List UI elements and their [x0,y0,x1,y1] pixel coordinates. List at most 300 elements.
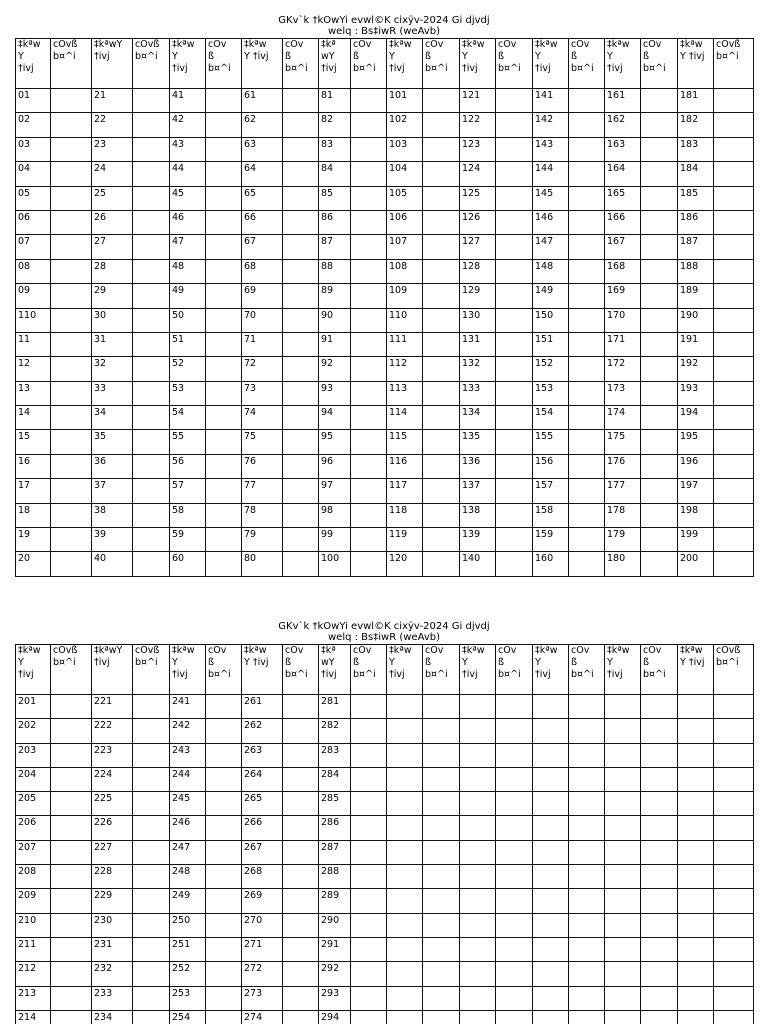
marks-cell [351,430,387,454]
marks-cell [714,695,754,719]
roll-number-cell: 08 [16,260,51,284]
table-row [16,260,754,284]
marks-cell [51,406,92,430]
table-row [16,284,754,308]
marks-cell [351,865,387,889]
roll-number-cell [387,841,423,865]
roll-number-cell: 222 [92,719,133,743]
roll-number-cell: 113 [387,382,423,406]
table-row [16,479,754,503]
roll-number-cell: 84 [319,162,351,186]
roll-number-cell: 94 [319,406,351,430]
roll-number-cell: 252 [170,962,206,986]
marks-cell [133,406,170,430]
marks-cell [423,914,460,938]
roll-number-cell: 123 [460,138,496,162]
roll-number-cell: 158 [533,504,569,528]
roll-number-cell [460,695,496,719]
roll-number-cell: 75 [242,430,283,454]
roll-number-cell: 162 [605,113,641,137]
marks-cell [569,162,605,186]
roll-number-cell: 274 [242,1011,283,1024]
roll-number-cell [533,744,569,768]
roll-number-cell: 144 [533,162,569,186]
roll-header: ‡kªw Y †ivj [16,39,51,89]
roll-number-cell: 44 [170,162,206,186]
roll-number-cell: 194 [678,406,714,430]
roll-number-cell: 154 [533,406,569,430]
roll-number-cell: 292 [319,962,351,986]
roll-header: ‡kªw Y †ivj [387,39,423,89]
marks-cell [206,406,242,430]
marks-cell [133,455,170,479]
marks-cell [423,382,460,406]
marks-cell [133,938,170,962]
roll-header: ‡kª wY †ivj [319,645,351,695]
roll-number-cell [460,816,496,840]
roll-number-cell: 30 [92,309,133,333]
roll-number-cell: 249 [170,889,206,913]
marks-header: cÖvß b¤^i [133,39,170,89]
marks-cell [283,382,319,406]
marks-cell [569,406,605,430]
roll-number-cell: 11 [16,333,51,357]
marks-cell [423,816,460,840]
marks-cell [569,1011,605,1024]
roll-header: ‡kªw Y †ivj [170,645,206,695]
marks-cell [206,914,242,938]
marks-cell [496,162,533,186]
marks-cell [351,309,387,333]
roll-number-cell: 53 [170,382,206,406]
roll-number-cell [460,938,496,962]
roll-number-cell: 150 [533,309,569,333]
roll-number-cell [460,744,496,768]
marks-cell [283,889,319,913]
marks-header: cÖvß b¤^i [133,645,170,695]
roll-number-cell: 102 [387,113,423,137]
marks-cell [423,333,460,357]
marks-cell [351,138,387,162]
marks-cell [206,841,242,865]
roll-number-cell: 14 [16,406,51,430]
marks-cell [283,744,319,768]
roll-number-cell [533,962,569,986]
roll-number-cell [678,1011,714,1024]
roll-number-cell: 131 [460,333,496,357]
marks-cell [569,938,605,962]
marks-cell [283,333,319,357]
marks-cell [569,430,605,454]
marks-cell [206,504,242,528]
roll-number-cell: 50 [170,309,206,333]
roll-number-cell: 283 [319,744,351,768]
marks-cell [133,552,170,576]
marks-cell [206,987,242,1011]
marks-cell [641,406,678,430]
marks-cell [133,987,170,1011]
roll-number-cell [533,914,569,938]
roll-number-cell [387,816,423,840]
marks-cell [51,89,92,113]
roll-number-cell: 151 [533,333,569,357]
roll-number-cell [460,987,496,1011]
roll-number-cell [533,695,569,719]
roll-number-cell: 52 [170,357,206,381]
marks-cell [496,1011,533,1024]
table-row [16,187,754,211]
roll-number-cell: 205 [16,792,51,816]
marks-cell [351,938,387,962]
table-row [16,235,754,259]
marks-cell [206,1011,242,1024]
marks-cell [206,333,242,357]
marks-cell [133,309,170,333]
roll-number-cell: 54 [170,406,206,430]
roll-number-cell [387,914,423,938]
roll-number-cell: 145 [533,187,569,211]
roll-number-cell: 209 [16,889,51,913]
marks-cell [496,528,533,552]
roll-number-cell: 287 [319,841,351,865]
marks-cell [133,889,170,913]
marks-cell [569,382,605,406]
roll-number-cell: 187 [678,235,714,259]
marks-cell [206,430,242,454]
roll-number-cell: 269 [242,889,283,913]
marks-cell [206,455,242,479]
roll-number-cell: 46 [170,211,206,235]
marks-cell [423,528,460,552]
marks-cell [496,406,533,430]
roll-header: ‡kªw Y †ivj [605,645,641,695]
marks-cell [714,113,754,137]
table-row [16,406,754,430]
roll-number-cell: 202 [16,719,51,743]
marks-cell [283,260,319,284]
roll-number-cell: 28 [92,260,133,284]
marks-cell [496,744,533,768]
roll-number-cell: 140 [460,552,496,576]
marks-cell [423,138,460,162]
roll-number-cell: 125 [460,187,496,211]
roll-number-cell [605,914,641,938]
sheet-title: GKv`k †kÖwYi evwl©K cixÿv-2024 Gi djvdj [278,14,490,26]
roll-number-cell: 25 [92,187,133,211]
roll-number-cell: 72 [242,357,283,381]
roll-number-cell: 188 [678,260,714,284]
roll-number-cell: 135 [460,430,496,454]
marks-cell [423,479,460,503]
marks-cell [641,211,678,235]
marks-cell [51,284,92,308]
roll-number-cell: 186 [678,211,714,235]
roll-number-cell: 165 [605,187,641,211]
marks-header: cÖv ß b¤^i [206,645,242,695]
roll-number-cell [460,768,496,792]
marks-cell [351,357,387,381]
roll-number-cell: 284 [319,768,351,792]
roll-number-cell: 64 [242,162,283,186]
marks-header: cÖv ß b¤^i [283,39,319,89]
marks-cell [641,430,678,454]
marks-cell [351,504,387,528]
table-row [16,552,754,576]
marks-cell [496,987,533,1011]
marks-cell [496,333,533,357]
roll-number-cell: 36 [92,455,133,479]
marks-cell [283,284,319,308]
marks-cell [51,430,92,454]
marks-cell [496,914,533,938]
marks-cell [283,357,319,381]
roll-number-cell: 171 [605,333,641,357]
roll-number-cell: 51 [170,333,206,357]
marks-cell [351,162,387,186]
roll-number-cell: 266 [242,816,283,840]
roll-number-cell: 149 [533,284,569,308]
marks-cell [496,504,533,528]
roll-header: ‡kªw Y †ivj [16,645,51,695]
roll-number-cell: 223 [92,744,133,768]
roll-number-cell: 67 [242,235,283,259]
marks-cell [206,938,242,962]
roll-number-cell: 248 [170,865,206,889]
roll-number-cell [460,841,496,865]
roll-number-cell: 208 [16,865,51,889]
table-row [16,430,754,454]
roll-number-cell: 282 [319,719,351,743]
marks-cell [641,138,678,162]
marks-cell [714,744,754,768]
roll-number-cell [605,792,641,816]
marks-cell [51,504,92,528]
marks-cell [641,962,678,986]
marks-cell [423,987,460,1011]
marks-cell [283,504,319,528]
marks-cell [423,504,460,528]
roll-number-cell: 58 [170,504,206,528]
roll-number-cell [605,938,641,962]
marks-cell [496,357,533,381]
marks-cell [283,865,319,889]
marks-cell [351,889,387,913]
marks-cell [133,865,170,889]
roll-number-cell [533,865,569,889]
roll-number-cell: 184 [678,162,714,186]
roll-header: ‡kªwY †ivj [92,645,133,695]
roll-number-cell: 04 [16,162,51,186]
marks-cell [206,719,242,743]
roll-number-cell: 271 [242,938,283,962]
marks-header: cÖv ß b¤^i [641,645,678,695]
roll-number-cell: 116 [387,455,423,479]
marks-cell [206,113,242,137]
roll-number-cell: 61 [242,89,283,113]
marks-cell [714,865,754,889]
roll-header: ‡kªw Y †ivj [533,39,569,89]
marks-cell [283,528,319,552]
marks-cell [641,1011,678,1024]
roll-number-cell: 250 [170,914,206,938]
marks-cell [283,768,319,792]
marks-cell [569,211,605,235]
roll-number-cell: 182 [678,113,714,137]
marks-cell [714,357,754,381]
marks-cell [51,479,92,503]
marks-cell [423,357,460,381]
table-row [16,719,754,743]
roll-number-cell: 16 [16,455,51,479]
roll-number-cell: 70 [242,309,283,333]
roll-number-cell [533,792,569,816]
table-row [16,113,754,137]
marks-cell [206,260,242,284]
marks-cell [283,113,319,137]
roll-number-cell: 168 [605,260,641,284]
marks-cell [423,1011,460,1024]
marks-header: cÖv ß b¤^i [496,39,533,89]
marks-cell [206,792,242,816]
roll-number-cell [533,768,569,792]
roll-number-cell: 212 [16,962,51,986]
roll-number-cell [533,719,569,743]
marks-cell [133,430,170,454]
roll-number-cell: 139 [460,528,496,552]
roll-number-cell: 95 [319,430,351,454]
roll-number-cell: 142 [533,113,569,137]
roll-number-cell: 07 [16,235,51,259]
marks-cell [714,552,754,576]
marks-cell [206,865,242,889]
marks-cell [283,987,319,1011]
roll-number-cell: 92 [319,357,351,381]
marks-cell [133,284,170,308]
marks-cell [569,235,605,259]
roll-number-cell [460,914,496,938]
roll-number-cell: 108 [387,260,423,284]
table-row [16,816,754,840]
roll-number-cell: 32 [92,357,133,381]
marks-cell [51,695,92,719]
marks-cell [423,719,460,743]
marks-cell [714,889,754,913]
roll-number-cell: 191 [678,333,714,357]
roll-header: ‡kªw Y †ivj [533,645,569,695]
sheet-title: GKv`k †kÖwYi evwl©K cixÿv-2024 Gi djvdj [278,620,490,632]
roll-header: ‡kªwY †ivj [92,39,133,89]
roll-number-cell: 117 [387,479,423,503]
marks-cell [569,768,605,792]
roll-number-cell: 120 [387,552,423,576]
marks-cell [496,719,533,743]
roll-number-cell: 290 [319,914,351,938]
roll-number-cell: 293 [319,987,351,1011]
roll-number-cell: 104 [387,162,423,186]
roll-number-cell [678,914,714,938]
roll-number-cell: 89 [319,284,351,308]
marks-cell [714,528,754,552]
roll-number-cell: 246 [170,816,206,840]
marks-header: cÖv ß b¤^i [351,645,387,695]
roll-number-cell: 174 [605,406,641,430]
marks-cell [133,479,170,503]
marks-cell [351,1011,387,1024]
roll-number-cell: 39 [92,528,133,552]
marks-cell [423,309,460,333]
roll-number-cell: 163 [605,138,641,162]
marks-cell [496,113,533,137]
roll-number-cell: 57 [170,479,206,503]
roll-number-cell: 207 [16,841,51,865]
table-row [16,841,754,865]
marks-cell [641,455,678,479]
marks-cell [569,479,605,503]
marks-header: cÖv ß b¤^i [641,39,678,89]
roll-number-cell: 170 [605,309,641,333]
roll-number-cell: 157 [533,479,569,503]
roll-number-cell [460,962,496,986]
table-row [16,138,754,162]
marks-cell [423,406,460,430]
marks-cell [206,284,242,308]
marks-cell [496,89,533,113]
marks-cell [569,744,605,768]
table-row [16,528,754,552]
roll-number-cell: 241 [170,695,206,719]
marks-cell [496,187,533,211]
marks-cell [496,235,533,259]
roll-number-cell: 178 [605,504,641,528]
marks-cell [206,89,242,113]
roll-number-cell: 196 [678,455,714,479]
marks-cell [423,962,460,986]
marks-cell [283,552,319,576]
roll-number-cell: 227 [92,841,133,865]
roll-number-cell: 111 [387,333,423,357]
roll-number-cell: 96 [319,455,351,479]
marks-cell [496,889,533,913]
roll-number-cell: 97 [319,479,351,503]
roll-header: ‡kªw Y †ivj [460,645,496,695]
roll-number-cell [387,889,423,913]
roll-number-cell: 132 [460,357,496,381]
marks-cell [496,695,533,719]
marks-header: cÖv ß b¤^i [423,39,460,89]
roll-number-cell: 172 [605,357,641,381]
marks-cell [283,962,319,986]
marks-cell [351,406,387,430]
roll-number-cell: 49 [170,284,206,308]
roll-number-cell [460,792,496,816]
marks-cell [51,768,92,792]
marks-cell [351,841,387,865]
marks-header: cÖv ß b¤^i [351,39,387,89]
roll-number-cell: 115 [387,430,423,454]
roll-number-cell: 82 [319,113,351,137]
roll-header: ‡kªw Y †ivj [605,39,641,89]
roll-number-cell: 21 [92,89,133,113]
marks-cell [423,889,460,913]
roll-header: ‡kªw Y †ivj [170,39,206,89]
marks-header: cÖvß b¤^i [714,645,754,695]
marks-cell [51,187,92,211]
marks-cell [133,768,170,792]
marks-cell [351,552,387,576]
roll-number-cell [678,938,714,962]
marks-cell [714,382,754,406]
roll-number-cell: 141 [533,89,569,113]
